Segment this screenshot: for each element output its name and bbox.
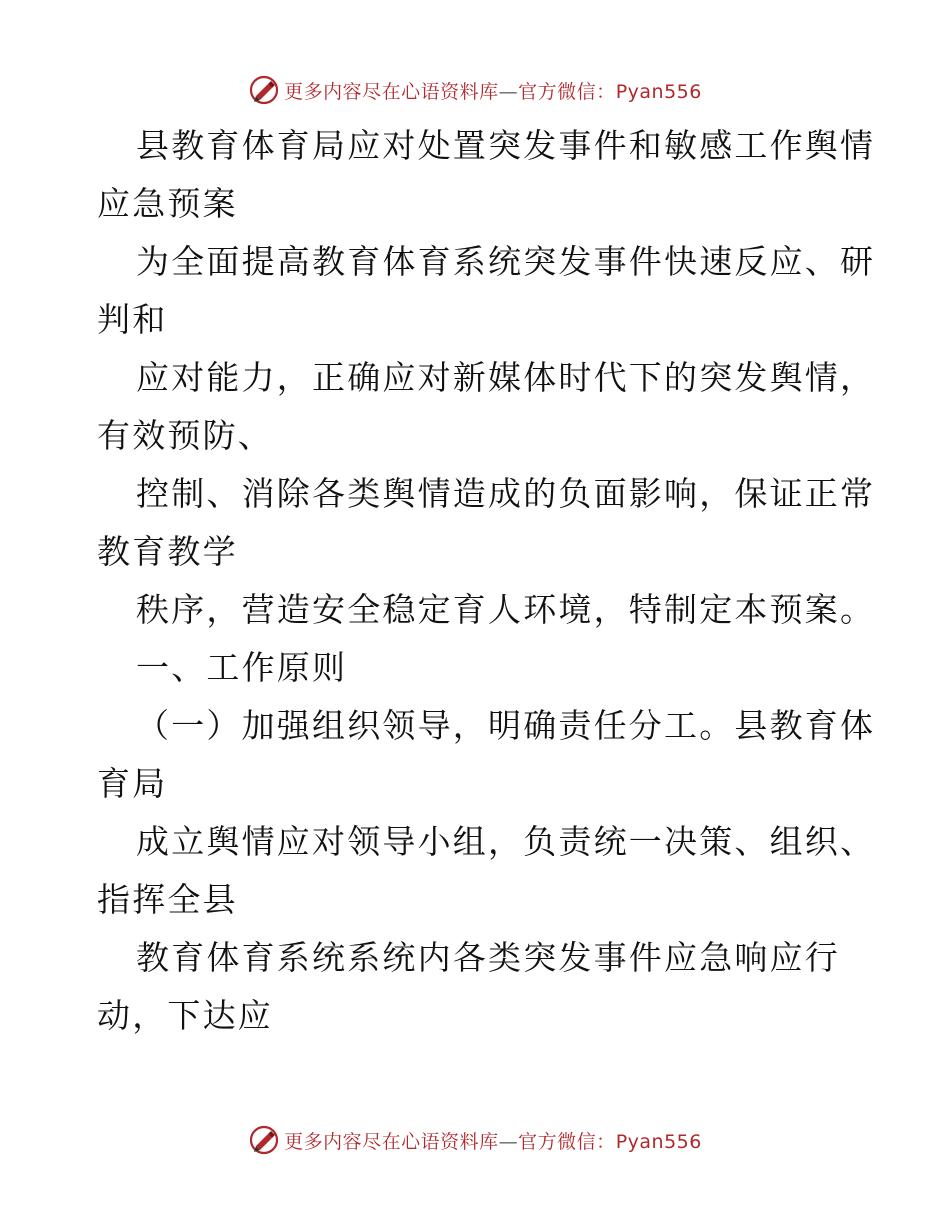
text-line: 为全面提高教育体育系统突发事件快速反应、研 [136, 242, 876, 281]
footer-watermark [0, 1120, 950, 1160]
pen-logo-icon [248, 74, 280, 106]
watermark-dash: — [498, 1130, 519, 1153]
watermark-id: Pyan556 [615, 1130, 702, 1153]
text-line: 一、工作原则 [136, 648, 348, 687]
text-line: 成立舆情应对领导小组，负责统一决策、组织、 [136, 822, 876, 861]
text-line: （一）加强组织领导，明确责任分工。县教育体 [136, 706, 876, 745]
text-line: 教育教学 [97, 532, 238, 571]
document-body [97, 117, 876, 1045]
text-line: 育局 [97, 764, 168, 803]
text-line: 动，下达应 [97, 996, 273, 1035]
text-line: 应对能力，正确应对新媒体时代下的突发舆情， [136, 358, 876, 397]
watermark-text [284, 77, 702, 104]
text-line: 判和 [97, 300, 168, 339]
watermark-label: 官方微信： [518, 1130, 616, 1153]
text-line: 指挥全县 [97, 880, 238, 919]
watermark-text [284, 1127, 702, 1154]
text-line: 秩序，营造安全稳定育人环境，特制定本预案。 [136, 590, 876, 629]
text-line: 有效预防、 [97, 416, 273, 455]
watermark-title: 更多内容尽在心语资料库 [284, 80, 499, 103]
watermark-id: Pyan556 [615, 80, 702, 103]
text-line: 应急预案 [97, 184, 238, 223]
watermark-title: 更多内容尽在心语资料库 [284, 1130, 499, 1153]
text-line: 教育体育系统系统内各类突发事件应急响应行 [136, 938, 840, 977]
text-line: 县教育体育局应对处置突发事件和敏感工作舆情 [136, 126, 876, 165]
watermark-dash: — [498, 80, 519, 103]
text-line: 控制、消除各类舆情造成的负面影响，保证正常 [136, 474, 876, 513]
pen-logo-icon [248, 1124, 280, 1156]
header-watermark [0, 70, 950, 110]
watermark-label: 官方微信： [518, 80, 616, 103]
